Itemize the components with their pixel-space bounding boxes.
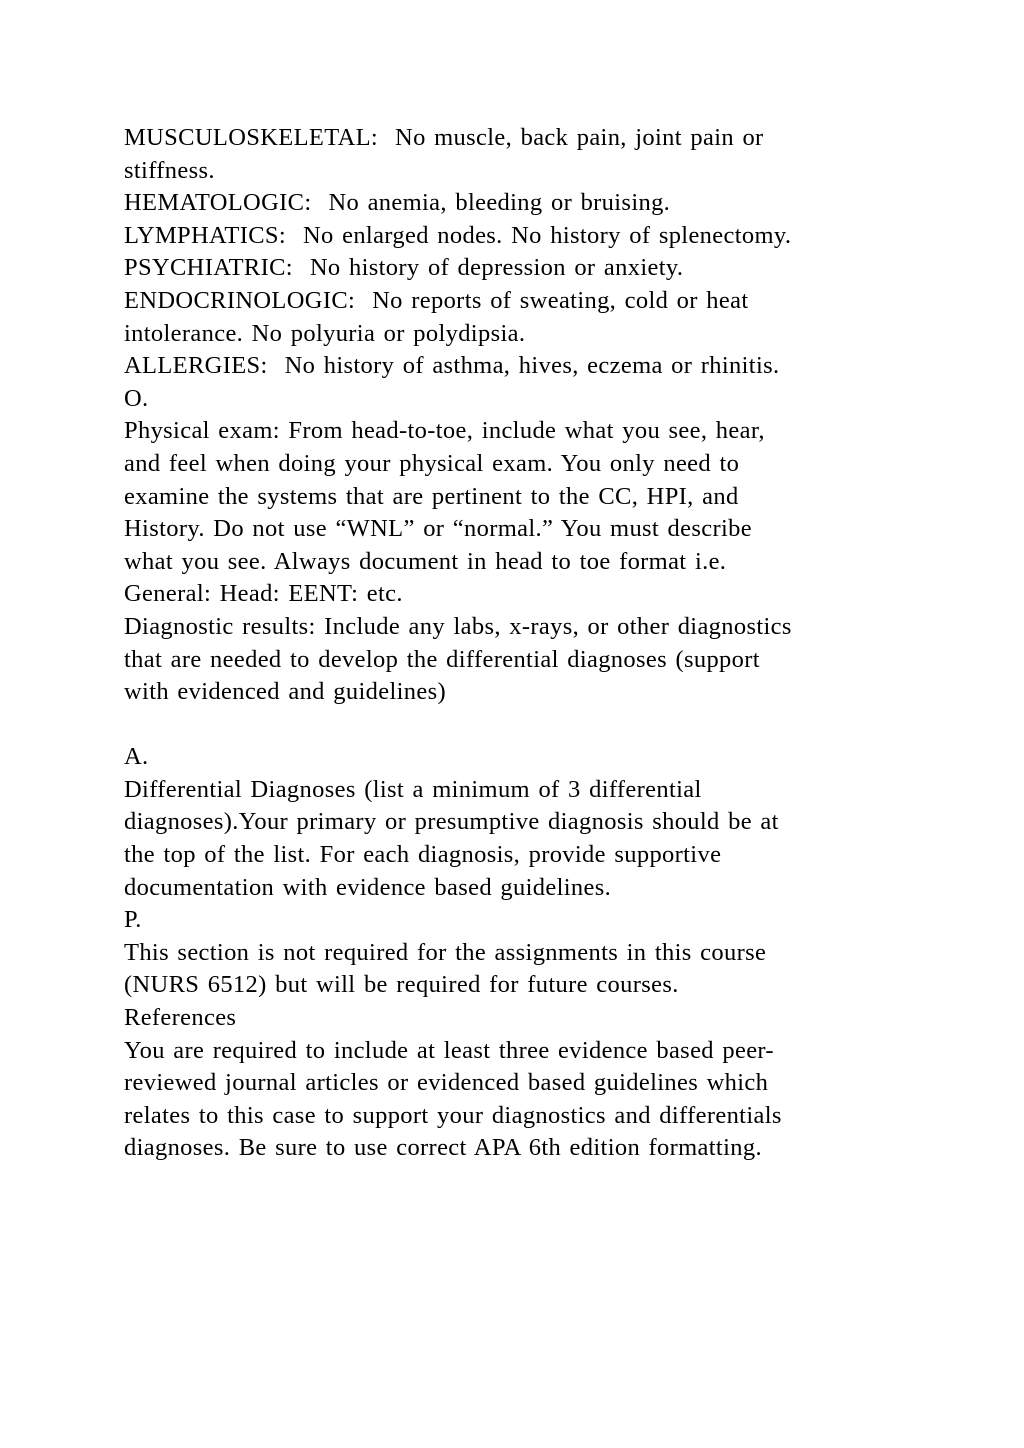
section-heading-references: References bbox=[124, 1004, 237, 1032]
text-line: diagnoses).Your primary or presumptive diagnosis should be at bbox=[124, 808, 779, 836]
text-line: reviewed journal articles or evidenced based guidelines which bbox=[124, 1069, 769, 1097]
blank-line bbox=[124, 709, 924, 742]
text-line-endocrinologic: ENDOCRINOLOGIC: No reports of sweating, cold or heat bbox=[124, 286, 749, 314]
text-line: examine the systems that are pertinent to the CC, HPI, and bbox=[124, 482, 739, 510]
text-line-musculoskeletal: MUSCULOSKELETAL: No muscle, back pain, joint pain or bbox=[124, 124, 764, 151]
text-line: General: Head: EENT: etc. bbox=[124, 580, 403, 608]
text-line: History. Do not use “WNL” or “normal.” You must describe bbox=[124, 515, 752, 543]
section-heading-assessment: A. bbox=[124, 743, 149, 771]
text-line-allergies: ALLERGIES: No history of asthma, hives, eczema or rhinitis. bbox=[124, 352, 780, 380]
text-line-lymphatics: LYMPHATICS: No enlarged nodes. No history of splenectomy. bbox=[124, 221, 792, 249]
text-line: (NURS 6512) but will be required for future courses. bbox=[124, 971, 679, 999]
section-heading-plan: P. bbox=[124, 906, 142, 934]
text-line-physical-exam: Physical exam: From head-to-toe, include what you see, hear, bbox=[124, 417, 765, 445]
text-line: what you see. Always document in head to toe format i.e. bbox=[124, 547, 727, 575]
text-line-differential-diagnoses: Differential Diagnoses (list a minimum of 3 differential bbox=[124, 775, 702, 803]
text-line-references: You are required to include at least three evidence based peer- bbox=[124, 1036, 774, 1064]
text-line-plan: This section is not required for the assignments in this course bbox=[124, 938, 767, 966]
text-line: the top of the list. For each diagnosis, provide supportive bbox=[124, 841, 722, 869]
text-line-psychiatric: PSYCHIATRIC: No history of depression or anxiety. bbox=[124, 254, 684, 282]
text-line: diagnoses. Be sure to use correct APA 6th edition formatting. bbox=[124, 1134, 762, 1162]
text-line: with evidenced and guidelines) bbox=[124, 678, 446, 706]
text-line: intolerance. No polyuria or polydipsia. bbox=[124, 319, 526, 347]
text-line: that are needed to develop the differential diagnoses (support bbox=[124, 645, 760, 673]
document-body bbox=[124, 122, 924, 1165]
section-heading-objective: O. bbox=[124, 384, 149, 412]
text-line-diagnostic-results: Diagnostic results: Include any labs, x-rays, or other diagnostics bbox=[124, 612, 792, 640]
text-line: documentation with evidence based guidelines. bbox=[124, 873, 612, 901]
text-line: stiffness. bbox=[124, 156, 215, 184]
text-line: and feel when doing your physical exam. You only need to bbox=[124, 449, 740, 477]
text-line-hematologic: HEMATOLOGIC: No anemia, bleeding or bruising. bbox=[124, 189, 671, 217]
text-line: relates to this case to support your diagnostics and differentials bbox=[124, 1101, 782, 1129]
